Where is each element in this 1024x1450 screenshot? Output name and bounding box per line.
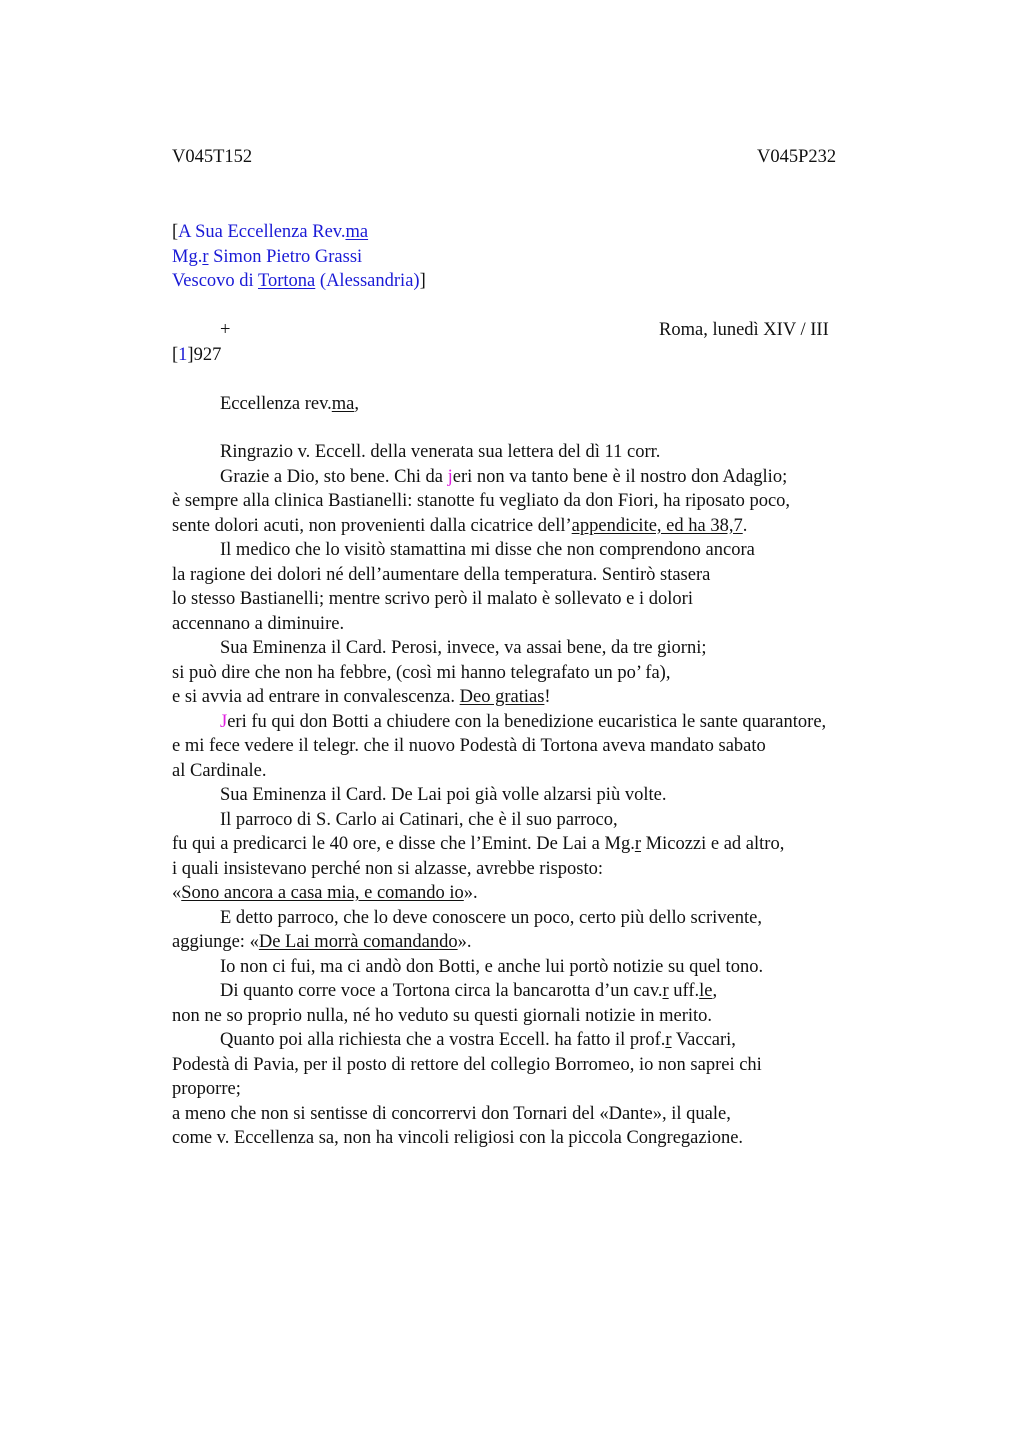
body-line: «Sono ancora a casa mia, e comando io».: [172, 883, 478, 903]
document-code-left: V045T152: [172, 147, 253, 167]
place-name-tortona: Tortona: [258, 271, 316, 291]
body-line: Il parroco di S. Carlo ai Catinari, che è il suo parroco,: [220, 809, 618, 830]
body-line: non ne so proprio nulla, né ho veduto su questi giornali notizie in merito.: [172, 1005, 713, 1026]
body-line: Sua Eminenza il Card. Perosi, invece, va assai bene, da tre giorni;: [220, 638, 707, 658]
address-line-2: Mg.r Simon Pietro Grassi: [172, 246, 363, 267]
body-line: accennano a diminuire.: [172, 613, 345, 634]
body-line: e mi fece vedere il telegr. che il nuovo Podestà di Tortona aveva mandato sabato: [172, 736, 766, 756]
body-line: fu qui a predicarci le 40 ore, e disse che l’Emint. De Lai a Mg.r Micozzi e ad altro,: [172, 834, 785, 854]
year: [1]927: [172, 345, 222, 365]
page-code-right: V045P232: [757, 147, 837, 167]
bracket-open: [: [172, 222, 179, 242]
body-line: Podestà di Pavia, per il posto di rettore del collegio Borromeo, io non saprei chi: [172, 1054, 762, 1075]
bracket-close: ]: [419, 271, 426, 291]
body-line: lo stesso Bastianelli; mentre scrivo però il malato è sollevato e i dolori: [172, 589, 693, 609]
body-line: Jeri fu qui don Botti a chiudere con la benedizione eucaristica le sante quarantore,: [220, 711, 827, 732]
body-line: la ragione dei dolori né dell’aumentare della temperatura. Sentirò stasera: [172, 564, 711, 585]
body-line: sente dolori acuti, non provenienti dalla cicatrice dell’appendicite, ed ha 38,7.: [172, 515, 748, 536]
body-line: E detto parroco, che lo deve conoscere un poco, certo più dello scrivente,: [220, 907, 762, 928]
body-line: Grazie a Dio, sto bene. Chi da jeri non va tanto bene è il nostro don Adaglio;: [220, 466, 788, 487]
place-and-date: Roma, lunedì XIV / III: [659, 320, 829, 340]
body-line: Ringrazio v. Eccell. della venerata sua lettera del dì 11 corr.: [220, 442, 661, 462]
address-line-1: [A Sua Eccellenza Rev.ma: [172, 222, 369, 242]
body-line: come v. Eccellenza sa, non ha vincoli religiosi con la piccola Congregazione.: [172, 1128, 744, 1148]
body-line: Sua Eminenza il Card. De Lai poi già volle alzarsi più volte.: [220, 785, 667, 805]
body-line: è sempre alla clinica Bastianelli: stanotte fu vegliato da don Fiori, ha riposato poco,: [172, 491, 791, 511]
body-line: Io non ci fui, ma ci andò don Botti, e anche lui portò notizie su quel tono.: [220, 956, 764, 977]
cross-symbol: +: [220, 320, 231, 340]
body-line: e si avvia ad entrare in convalescenza. Deo gratias!: [172, 687, 551, 707]
body-line: si può dire che non ha febbre, (così mi hanno telegrafato un po’ fa),: [172, 662, 671, 683]
salutation: Eccellenza rev.ma,: [220, 394, 360, 414]
body-line: Il medico che lo visitò stamattina mi disse che non comprendono ancora: [220, 540, 755, 560]
letter-body: [172, 440, 932, 1151]
body-line: Di quanto corre voce a Tortona circa la bancarotta d’un cav.r uff.le,: [220, 981, 718, 1001]
body-line: proporre;: [172, 1079, 241, 1099]
address-block: [172, 220, 426, 294]
address-line-3: Vescovo di Tortona (Alessandria)]: [172, 271, 426, 291]
body-line: i quali insistevano perché non si alzasse, avrebbe risposto:: [172, 858, 604, 879]
body-line: a meno che non si sentisse di concorrervi don Tornari del «Dante», il quale,: [172, 1103, 731, 1124]
body-line: al Cardinale.: [172, 760, 267, 781]
body-line: aggiunge: «De Lai morrà comandando».: [172, 932, 472, 952]
body-line: Quanto poi alla richiesta che a vostra Eccell. ha fatto il prof.r Vaccari,: [220, 1030, 736, 1050]
